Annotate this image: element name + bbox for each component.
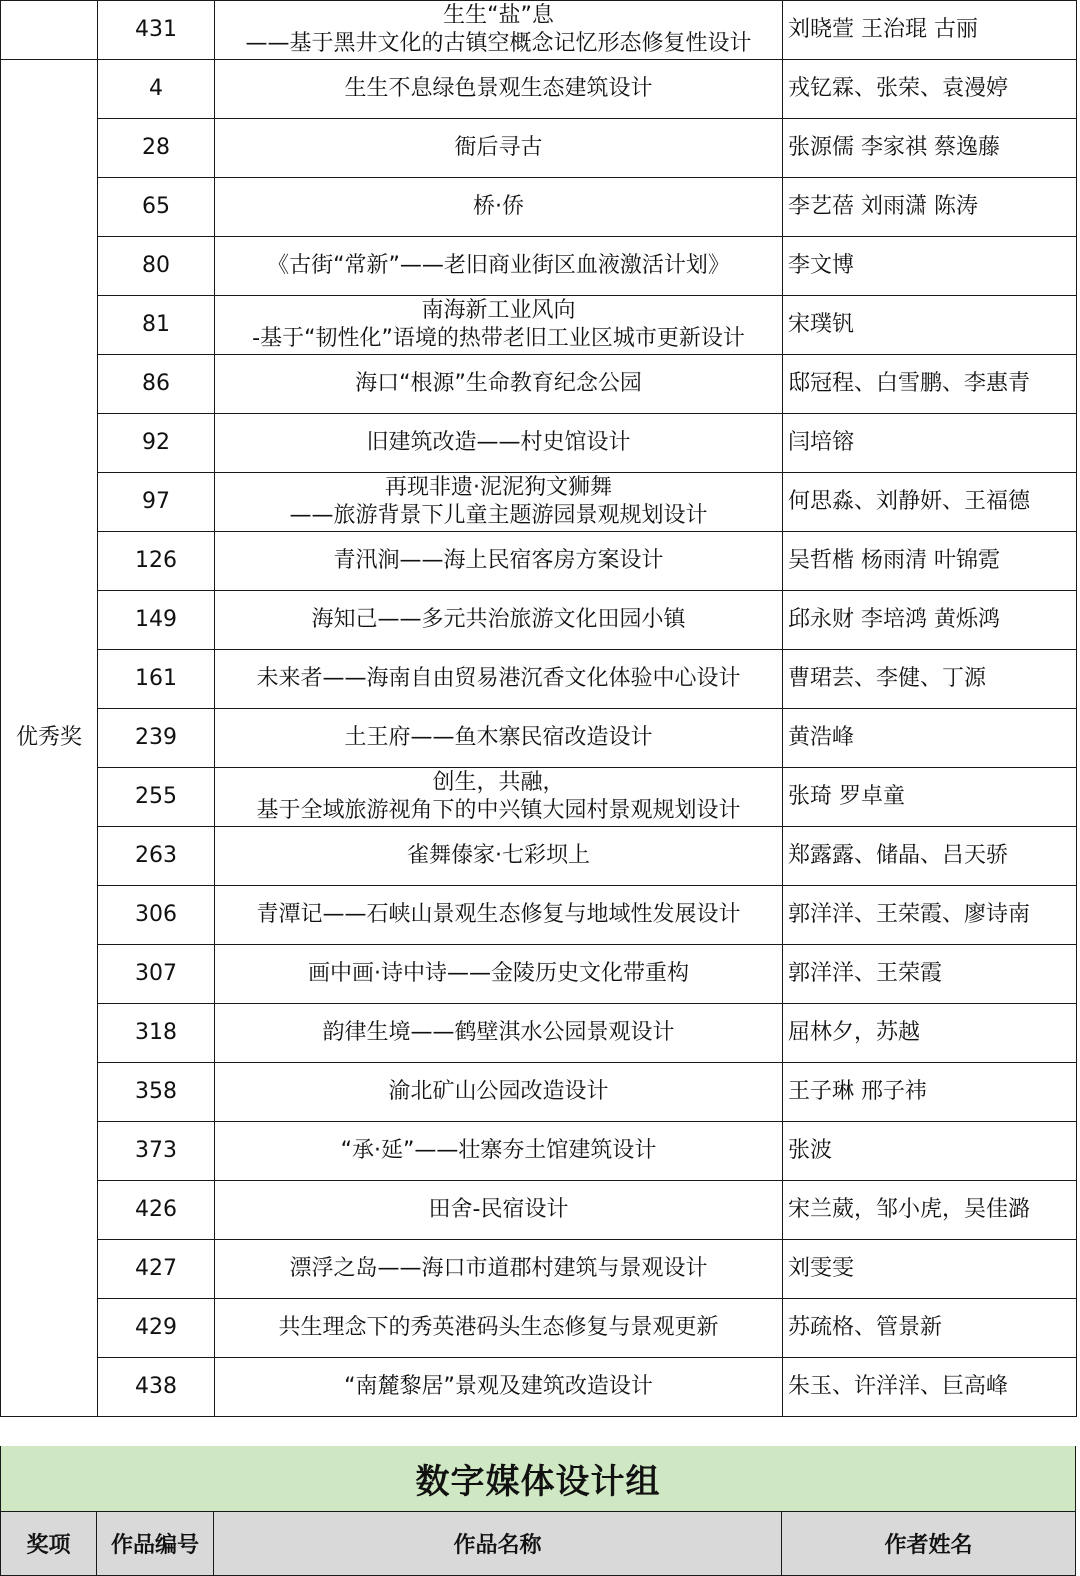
work-title-line: 衙后寻古 bbox=[454, 135, 543, 160]
work-id: 92 bbox=[98, 414, 215, 473]
work-title bbox=[215, 1240, 783, 1299]
work-title-line: 共生理念下的秀英港码头生态修复与景观更新 bbox=[278, 1315, 719, 1340]
work-title bbox=[215, 60, 783, 119]
work-id: 149 bbox=[98, 591, 215, 650]
header-authors: 作者姓名 bbox=[782, 1512, 1076, 1576]
group-title: 数字媒体设计组 bbox=[0, 1446, 1076, 1512]
table-row bbox=[1, 532, 1077, 591]
table-row bbox=[1, 1004, 1077, 1063]
work-title-line: 土王府——鱼木寨民宿改造设计 bbox=[344, 725, 653, 750]
table-row bbox=[1, 1299, 1077, 1358]
work-id: 255 bbox=[98, 768, 215, 827]
work-title bbox=[215, 1299, 783, 1358]
work-title bbox=[215, 827, 783, 886]
work-title-line: 南海新工业风向 bbox=[421, 298, 576, 323]
work-title-line: 海知己——多元共治旅游文化田园小镇 bbox=[311, 607, 686, 632]
work-authors: 何思淼、刘静妍、王福德 bbox=[783, 473, 1077, 532]
work-title bbox=[215, 945, 783, 1004]
table-row bbox=[1, 709, 1077, 768]
work-id: 306 bbox=[98, 886, 215, 945]
work-title-line: 青汛涧——海上民宿客房方案设计 bbox=[333, 548, 664, 573]
table-row bbox=[1, 886, 1077, 945]
work-authors: 邱永财 李培鸿 黄烁鸿 bbox=[783, 591, 1077, 650]
work-authors: 郭洋洋、王荣霞、廖诗南 bbox=[783, 886, 1077, 945]
work-id: 28 bbox=[98, 119, 215, 178]
work-title-line: 画中画·诗中诗——金陵历史文化带重构 bbox=[308, 961, 689, 986]
work-id: 86 bbox=[98, 355, 215, 414]
work-id: 431 bbox=[98, 1, 215, 60]
work-title bbox=[215, 768, 783, 827]
work-title bbox=[215, 473, 783, 532]
work-title bbox=[215, 650, 783, 709]
table-row bbox=[1, 1240, 1077, 1299]
work-id: 81 bbox=[98, 296, 215, 355]
work-title bbox=[215, 1122, 783, 1181]
work-title-line: ——旅游背景下儿童主题游园景观规划设计 bbox=[289, 503, 708, 528]
header-award: 奖项 bbox=[0, 1512, 97, 1576]
work-authors: 刘雯雯 bbox=[783, 1240, 1077, 1299]
work-authors: 宋璞钒 bbox=[783, 296, 1077, 355]
work-id: 4 bbox=[98, 60, 215, 119]
work-authors: 王子琳 邢子祎 bbox=[783, 1063, 1077, 1122]
table-row bbox=[1, 1, 1077, 60]
work-title-line: 再现非遗·泥泥狗文狮舞 bbox=[385, 475, 612, 500]
work-title-line: ——基于黑井文化的古镇空概念记忆形态修复性设计 bbox=[245, 31, 752, 56]
work-title-line: -基于“韧性化”语境的热带老旧工业区城市更新设计 bbox=[252, 326, 745, 351]
table-row bbox=[1, 119, 1077, 178]
work-authors: 屈林夕，苏越 bbox=[783, 1004, 1077, 1063]
work-id: 429 bbox=[98, 1299, 215, 1358]
table-row bbox=[1, 591, 1077, 650]
work-authors: 刘晓萱 王治琨 古丽 bbox=[783, 1, 1077, 60]
work-title bbox=[215, 414, 783, 473]
table-row bbox=[1, 60, 1077, 119]
header-work-title: 作品名称 bbox=[214, 1512, 782, 1576]
work-authors: 黄浩峰 bbox=[783, 709, 1077, 768]
work-title bbox=[215, 886, 783, 945]
work-id: 263 bbox=[98, 827, 215, 886]
work-authors: 李艺蓓 刘雨潇 陈涛 bbox=[783, 178, 1077, 237]
work-title bbox=[215, 178, 783, 237]
work-title bbox=[215, 1358, 783, 1417]
awards-table-body bbox=[1, 1, 1077, 1417]
work-id: 161 bbox=[98, 650, 215, 709]
work-title bbox=[215, 709, 783, 768]
work-id: 239 bbox=[98, 709, 215, 768]
work-title-line: 未来者——海南自由贸易港沉香文化体验中心设计 bbox=[256, 666, 741, 691]
work-title-line: “南麓黎居”景观及建筑改造设计 bbox=[344, 1374, 653, 1399]
work-title bbox=[215, 237, 783, 296]
table-row bbox=[1, 178, 1077, 237]
work-id: 307 bbox=[98, 945, 215, 1004]
work-title-line: 漂浮之岛——海口市道郡村建筑与景观设计 bbox=[289, 1256, 708, 1281]
work-title-line: 渝北矿山公园改造设计 bbox=[388, 1079, 609, 1104]
header-work-id: 作品编号 bbox=[97, 1512, 214, 1576]
table-row bbox=[1, 1181, 1077, 1240]
work-title-line: 《古街“常新”——老旧商业街区血液激活计划》 bbox=[267, 253, 730, 278]
work-title-line: 旧建筑改造——村史馆设计 bbox=[366, 430, 631, 455]
work-title bbox=[215, 1063, 783, 1122]
work-authors: 张琦 罗卓童 bbox=[783, 768, 1077, 827]
work-title-line: “承·延”——壮寨夯土馆建筑设计 bbox=[340, 1138, 657, 1163]
work-authors: 宋兰葳，邹小虎，吴佳潞 bbox=[783, 1181, 1077, 1240]
work-id: 65 bbox=[98, 178, 215, 237]
work-title-line: 创生，共融， bbox=[432, 770, 565, 795]
work-title-line: 生生不息绿色景观生态建筑设计 bbox=[344, 76, 653, 101]
table-row bbox=[1, 1122, 1077, 1181]
award-cell bbox=[1, 1, 98, 60]
work-title bbox=[215, 591, 783, 650]
table-row bbox=[1, 414, 1077, 473]
work-id: 80 bbox=[98, 237, 215, 296]
work-title-line: 海口“根源”生命教育纪念公园 bbox=[355, 371, 642, 396]
table-row bbox=[1, 827, 1077, 886]
work-authors: 朱玉、许洋洋、巨高峰 bbox=[783, 1358, 1077, 1417]
work-id: 373 bbox=[98, 1122, 215, 1181]
work-title bbox=[215, 119, 783, 178]
work-id: 358 bbox=[98, 1063, 215, 1122]
work-authors: 李文博 bbox=[783, 237, 1077, 296]
work-title bbox=[215, 1004, 783, 1063]
table-row bbox=[1, 473, 1077, 532]
work-authors: 郑露露、储晶、吕天骄 bbox=[783, 827, 1077, 886]
work-authors: 曹珺芸、李健、丁源 bbox=[783, 650, 1077, 709]
award-category-label: 优秀奖 bbox=[1, 60, 98, 1417]
work-id: 318 bbox=[98, 1004, 215, 1063]
work-title-line: 田舍-民宿设计 bbox=[428, 1197, 569, 1222]
work-title-line: 韵律生境——鹤壁淇水公园景观设计 bbox=[322, 1020, 675, 1045]
work-id: 427 bbox=[98, 1240, 215, 1299]
work-title bbox=[215, 532, 783, 591]
work-title bbox=[215, 355, 783, 414]
table-row bbox=[1, 768, 1077, 827]
work-authors: 邸冠程、白雪鹏、李惠青 bbox=[783, 355, 1077, 414]
work-id: 438 bbox=[98, 1358, 215, 1417]
table-row bbox=[1, 237, 1077, 296]
work-id: 126 bbox=[98, 532, 215, 591]
work-authors: 吴哲楷 杨雨清 叶锦霓 bbox=[783, 532, 1077, 591]
work-title bbox=[215, 296, 783, 355]
work-title-line: 基于全域旅游视角下的中兴镇大园村景观规划设计 bbox=[256, 798, 741, 823]
work-title-line: 雀舞傣家·七彩坝上 bbox=[407, 843, 590, 868]
work-title-line: 桥·侨 bbox=[473, 194, 524, 219]
work-authors: 郭洋洋、王荣霞 bbox=[783, 945, 1077, 1004]
table-row bbox=[1, 355, 1077, 414]
work-authors: 苏疏格、管景新 bbox=[783, 1299, 1077, 1358]
table-row bbox=[1, 1063, 1077, 1122]
work-id: 426 bbox=[98, 1181, 215, 1240]
table-row bbox=[1, 650, 1077, 709]
work-authors: 戎钇霖、张荣、袁漫婷 bbox=[783, 60, 1077, 119]
work-title-line: 生生“盐”息 bbox=[443, 3, 554, 28]
table-row bbox=[1, 1358, 1077, 1417]
work-title-line: 青潭记——石峡山景观生态修复与地域性发展设计 bbox=[256, 902, 741, 927]
column-header-row bbox=[0, 1512, 1076, 1576]
table-row bbox=[1, 945, 1077, 1004]
work-title bbox=[215, 1181, 783, 1240]
work-authors: 张波 bbox=[783, 1122, 1077, 1181]
work-authors: 闫培镕 bbox=[783, 414, 1077, 473]
work-id: 97 bbox=[98, 473, 215, 532]
table-row bbox=[1, 296, 1077, 355]
work-title bbox=[215, 1, 783, 60]
work-authors: 张源儒 李家祺 蔡逸藤 bbox=[783, 119, 1077, 178]
